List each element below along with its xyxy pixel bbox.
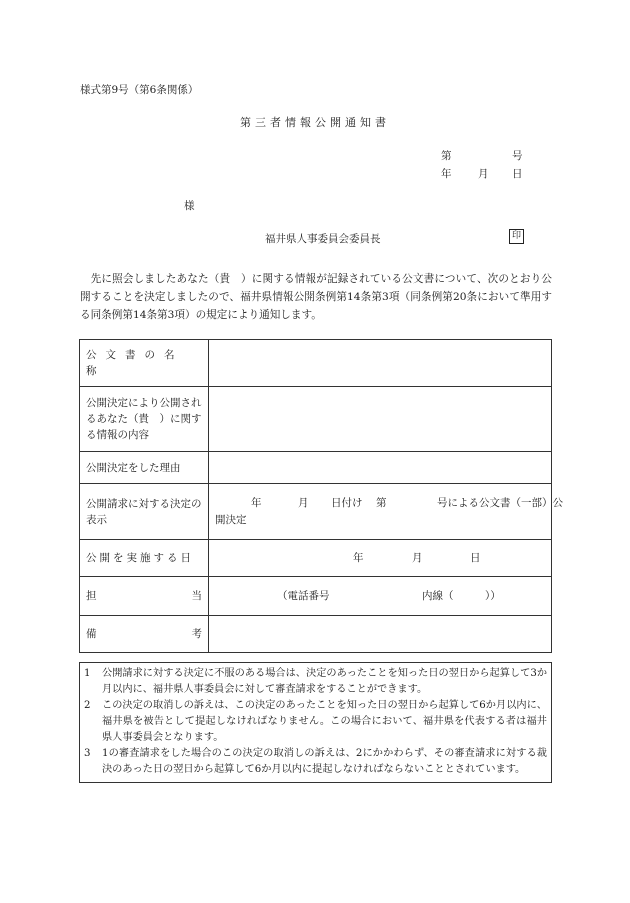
decision-display-value[interactable]: [209, 484, 563, 540]
implementation-year: 年: [353, 552, 364, 564]
table-row: [80, 387, 552, 452]
decision-year: 年: [251, 496, 262, 509]
decision-go-text: 号による公文書（一部）公: [437, 496, 563, 509]
disclosed-content-label: 公開決定により公開されるあなた（貴 ）に関する情報の内容: [80, 387, 209, 452]
notice-table: [79, 339, 563, 653]
body-paragraph: 先に照会しましたあなた（貴 ）に関する情報が記録されている公文書について、次のとおり公開することを決定しましたので、福井県情報公開条例第14条第3項（同条例第20条において準用する同条例第14条第3項）の規定により通知します。: [80, 273, 552, 321]
decision-reason-label: 公開決定をした理由: [80, 452, 209, 484]
note-item: 3 1の審査請求をした場合のこの決定の取消しの訴えは、2にかかわらず、その審査請求に対する裁決のあった日の翌日から起算して6か月以内に提起しなければならないこととされています。: [84, 748, 547, 775]
implementation-date-label: 公開を実施する日: [80, 540, 209, 577]
staff-phone: （電話番号: [277, 590, 330, 602]
seal-mark: 印: [509, 229, 524, 244]
form-number: 様式第9号（第6条関係）: [80, 84, 199, 96]
date-year: 年: [441, 168, 452, 180]
issuer-title: 福井県人事委員会委員長: [265, 233, 381, 245]
notes-box: [79, 662, 552, 783]
document-name-label: 公文書の名称: [80, 340, 209, 387]
decision-line2: 開決定: [215, 513, 247, 526]
reference-go: 号: [512, 150, 523, 162]
table-row: [80, 452, 552, 484]
staff-label: 担 当: [80, 577, 209, 616]
date-month: 月: [478, 168, 489, 180]
reference-dai: 第: [441, 150, 452, 162]
decision-reason-value[interactable]: [209, 452, 552, 484]
implementation-date-value[interactable]: [209, 540, 552, 577]
addressee-suffix: 様: [184, 200, 195, 212]
note-item: 2 この決定の取消しの訴えは、この決定のあったことを知った日の翌日から起算して6か月以内に、福井県を被告として提起しなければなりません。この場合において、福井県を代表する者は福井県人事委員会となります。: [84, 700, 547, 743]
table-row: [80, 577, 552, 616]
disclosed-content-value[interactable]: [209, 387, 552, 452]
staff-extension: 内線（ ））: [422, 590, 501, 602]
table-row: [80, 340, 552, 387]
decision-month: 月: [298, 496, 309, 509]
remarks-value[interactable]: [209, 616, 552, 653]
table-row: [80, 616, 552, 653]
date-day: 日: [512, 168, 523, 180]
decision-display-label: 公開請求に対する決定の表示: [80, 484, 209, 540]
table-row: [80, 484, 552, 540]
note-item: 1 公開請求に対する決定に不服のある場合は、決定のあったことを知った日の翌日から起算して3か月以内に、福井県人事委員会に対して審査請求をすることができます。: [84, 668, 547, 695]
document-title: 第三者情報公開通知書: [240, 116, 390, 129]
document-name-value[interactable]: [209, 340, 552, 387]
implementation-month: 月: [412, 552, 423, 564]
decision-dated: 日付け: [331, 496, 363, 509]
staff-value[interactable]: [209, 577, 552, 616]
table-row: [80, 540, 552, 577]
decision-dai: 第: [376, 496, 387, 509]
implementation-day: 日: [470, 552, 481, 564]
remarks-label: 備 考: [80, 616, 209, 653]
